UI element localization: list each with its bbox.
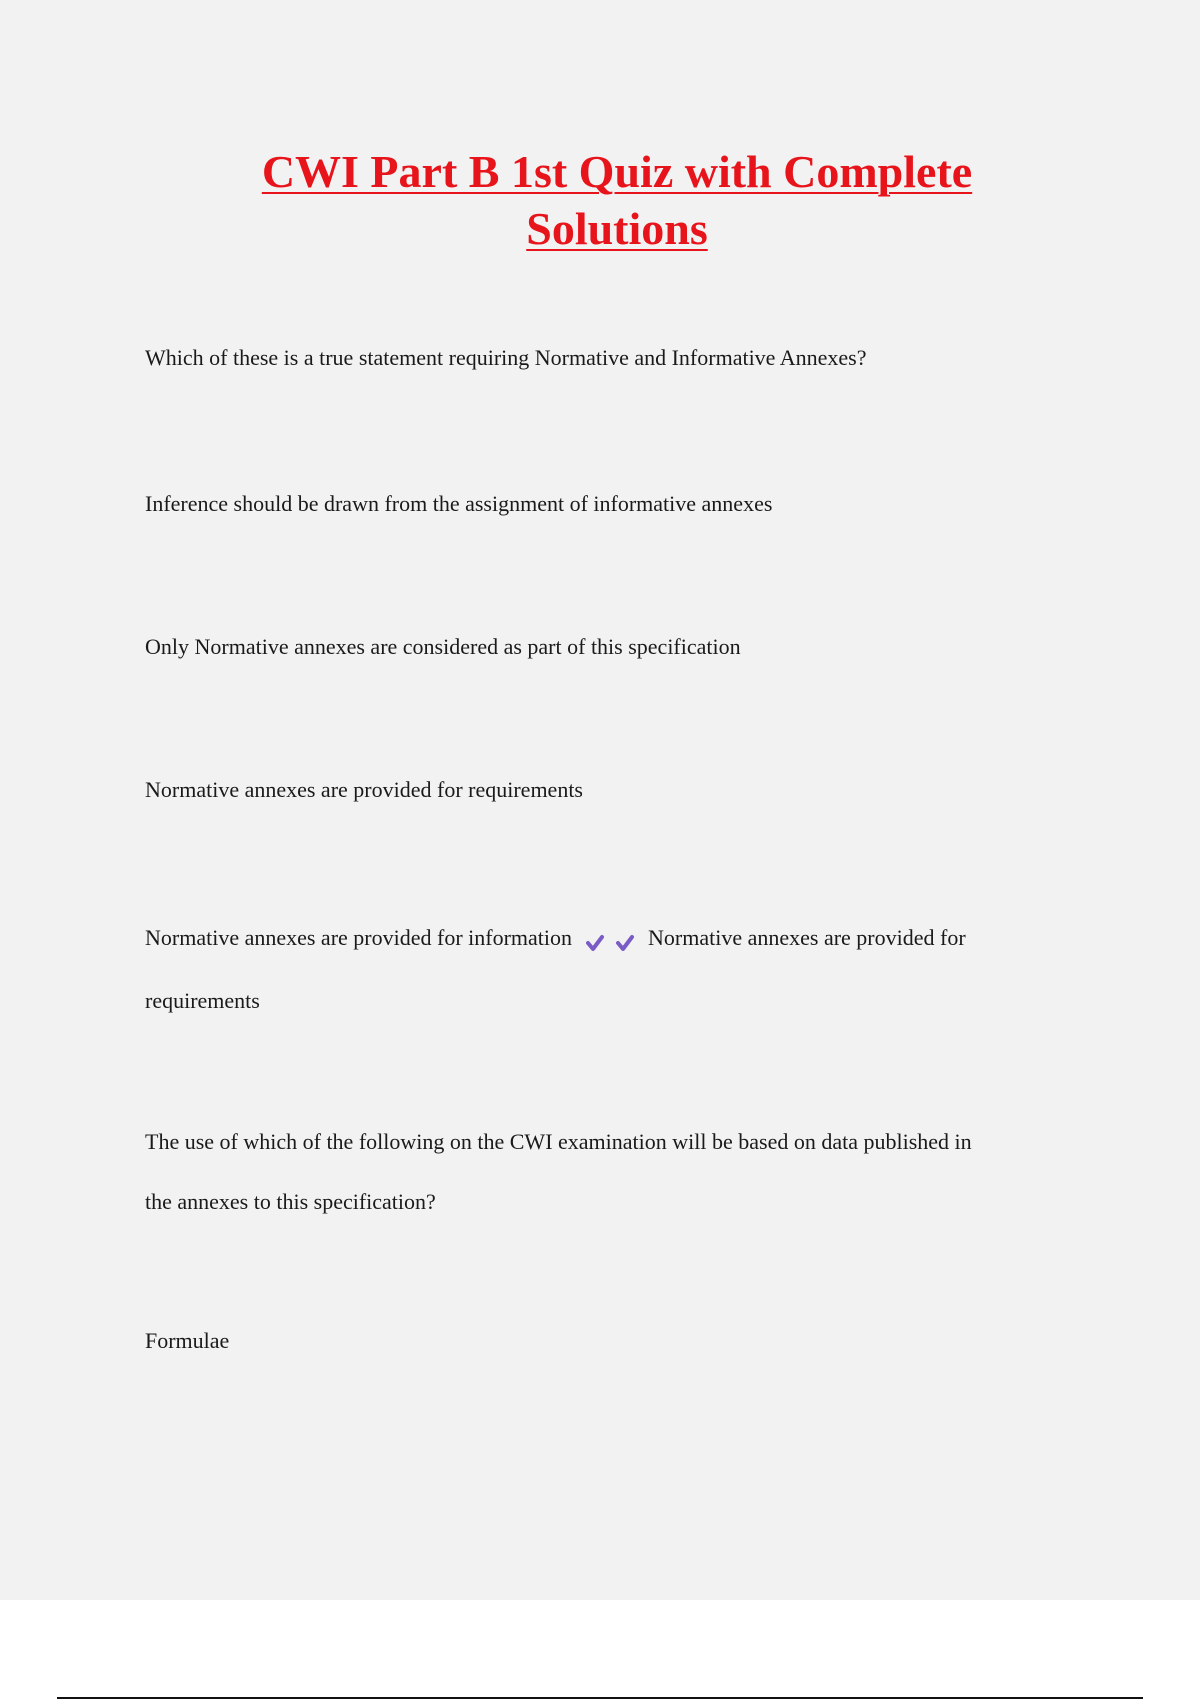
footer-divider	[57, 1697, 1143, 1699]
question-2	[145, 1112, 1085, 1232]
option-normative-information: Normative annexes are provided for information	[145, 925, 573, 950]
option-inference: Inference should be drawn from the assignment of informative annexes	[145, 491, 773, 516]
option-normative-requirements: Normative annexes are provided for requirements	[145, 777, 583, 802]
document-title	[0, 143, 1200, 257]
question-1: Which of these is a true statement requiring Normative and Informative Annexes?	[145, 345, 867, 370]
answer-text-line-1: Normative annexes are provided for	[648, 925, 966, 950]
answer-text-line-2: requirements	[145, 988, 260, 1013]
option-formulae: Formulae	[145, 1328, 230, 1353]
option-only-normative: Only Normative annexes are considered as part of this specification	[145, 634, 741, 659]
double-check-icon	[586, 911, 646, 971]
title-line-2: Solutions	[526, 203, 708, 254]
title-line-1: CWI Part B 1st Quiz with Complete	[261, 146, 973, 197]
question-2-line-1: The use of which of the following on the CWI examination will be based on data published in	[145, 1129, 972, 1154]
question-2-line-2: the annexes to this specification?	[145, 1189, 436, 1214]
answer-block	[145, 908, 1085, 1031]
